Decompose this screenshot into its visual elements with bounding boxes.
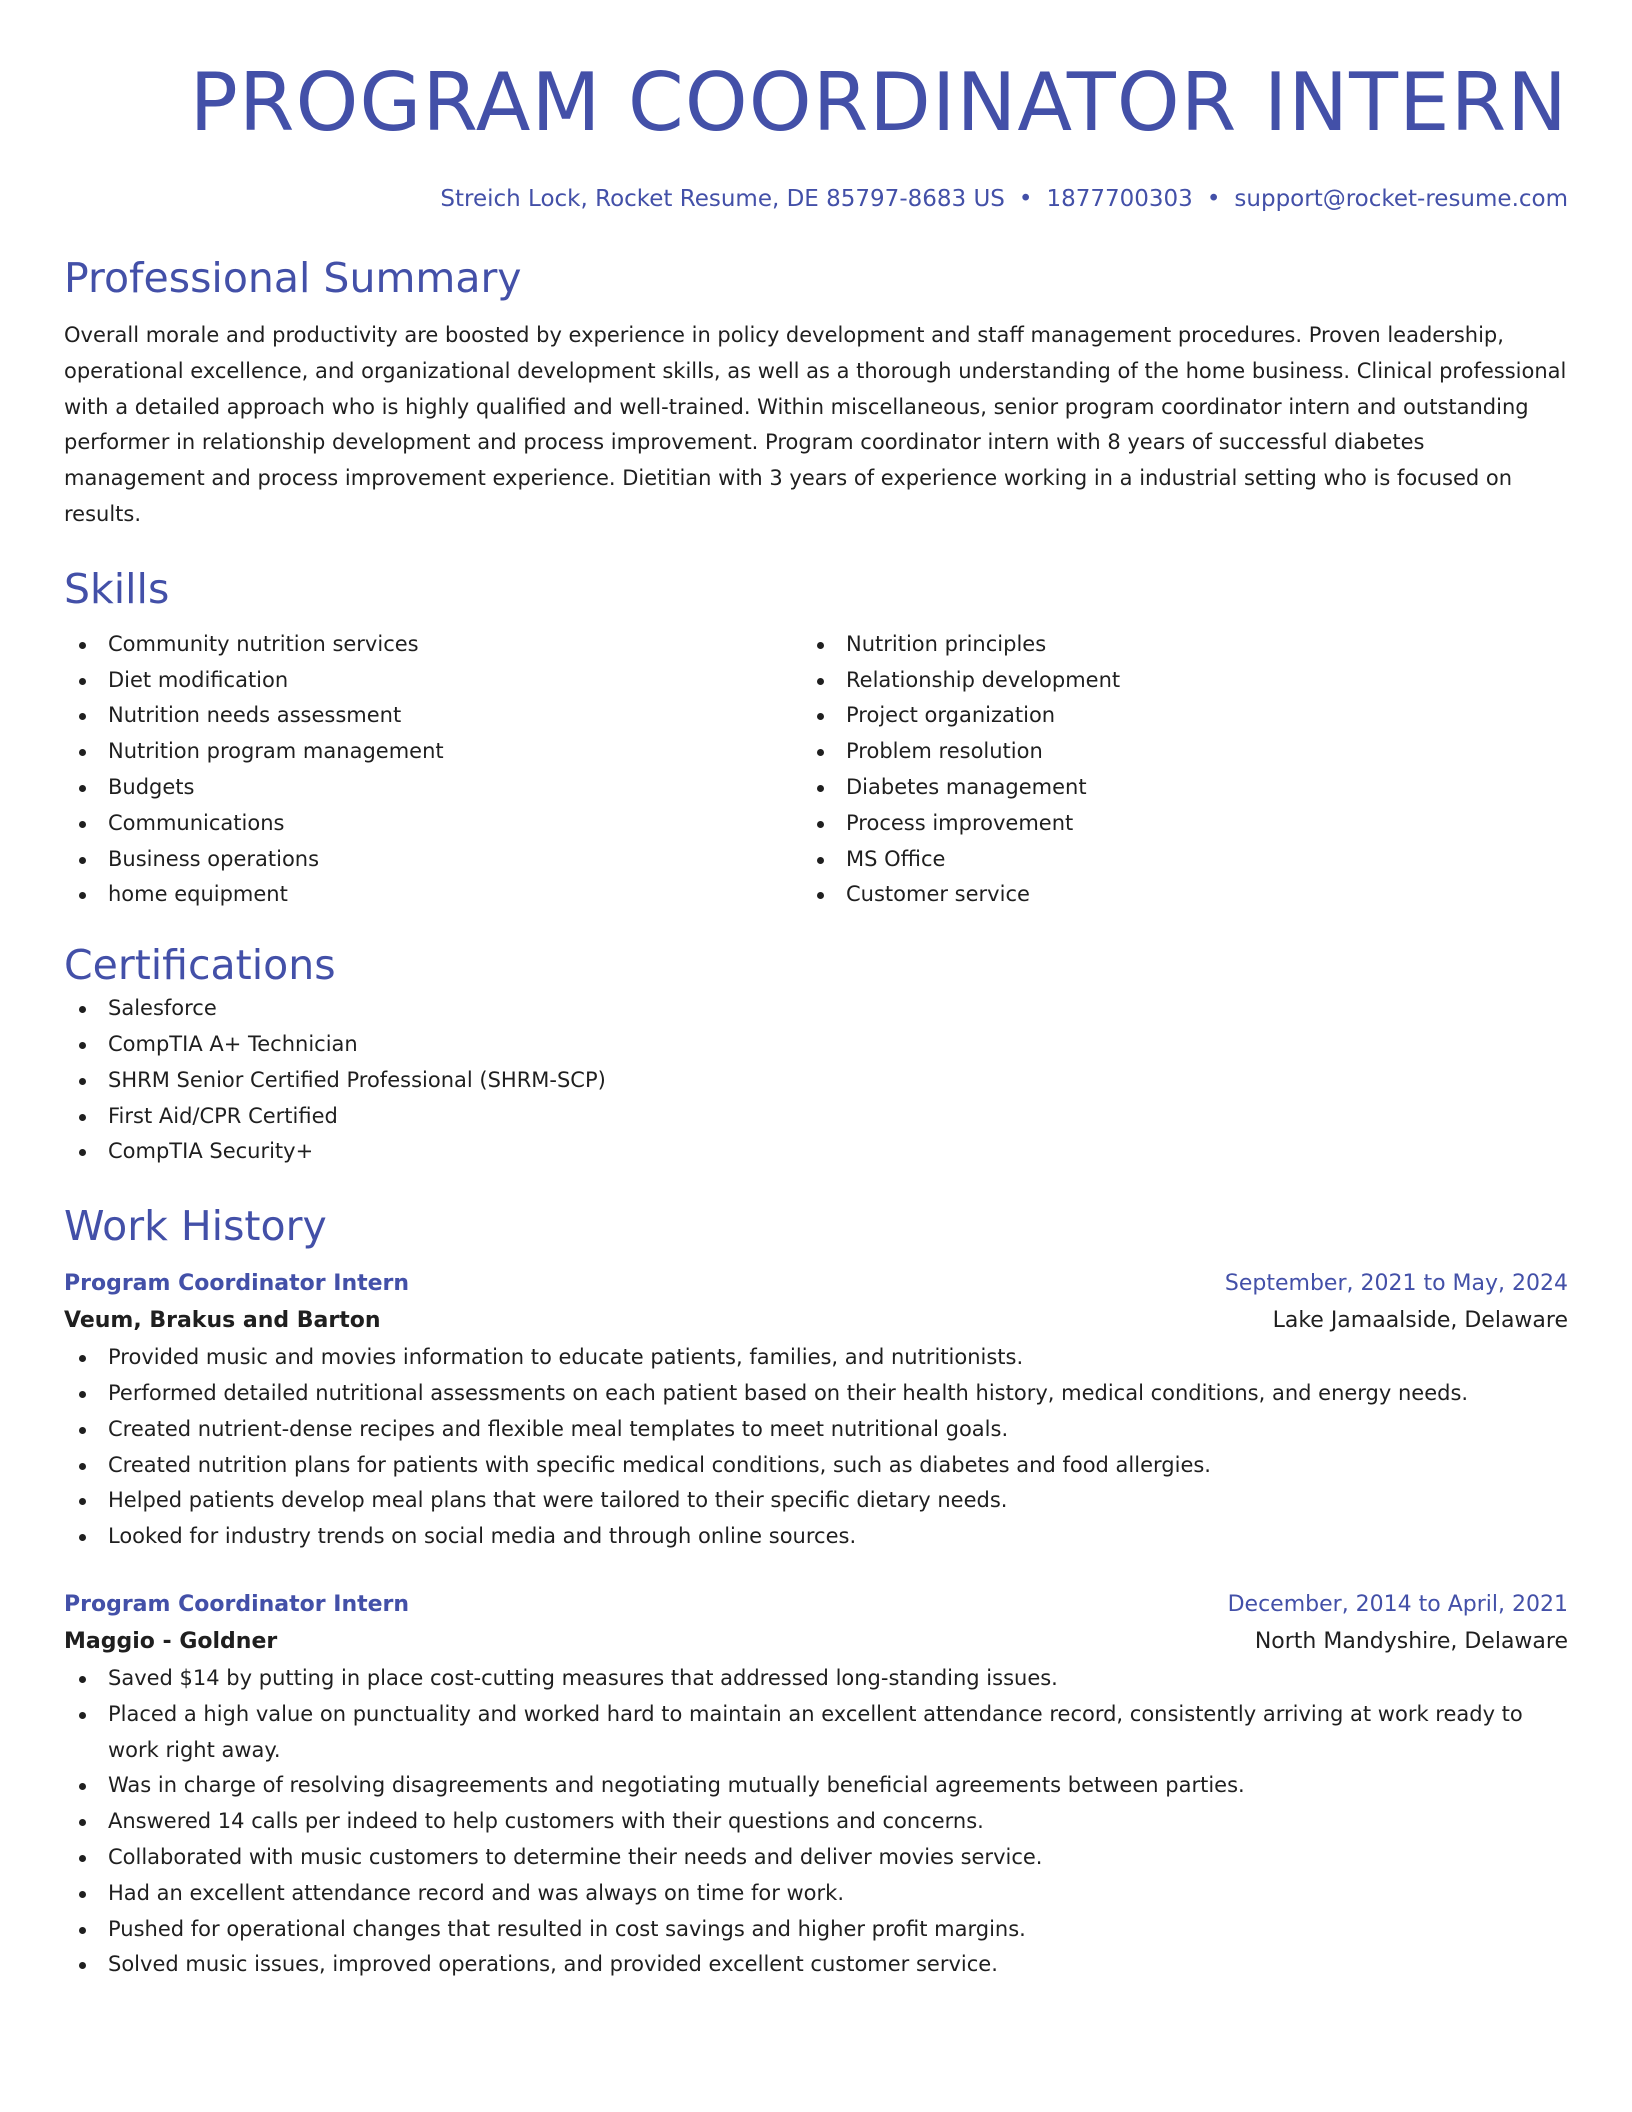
work-history-section: [64, 1200, 1568, 1983]
job-bullet: Had an excellent attendance record and was always on time for work.: [64, 1876, 1568, 1912]
job-dates: December, 2014 to April, 2021: [1227, 1591, 1568, 1617]
section-title: Professional Summary: [64, 254, 522, 302]
skill-item: Business operations: [64, 842, 802, 878]
skill-item: Nutrition program management: [64, 734, 802, 770]
skill-item: Project organization: [802, 698, 1540, 734]
skill-item: Problem resolution: [802, 734, 1540, 770]
section-title: Work History: [64, 1202, 327, 1251]
resume-header: [64, 48, 1568, 214]
job-bullet: Created nutrition plans for patients with specific medical conditions, such as diabetes and food allergies.: [64, 1448, 1568, 1484]
job-header-row: [64, 1587, 1568, 1623]
job-header-row: [64, 1266, 1568, 1302]
contact-address: Streich Lock, Rocket Resume, DE 85797-8683 US: [440, 186, 1005, 212]
skill-item: Nutrition needs assessment: [64, 698, 802, 734]
skills-left-list: [64, 627, 802, 913]
skill-item: Communications: [64, 806, 802, 842]
job-bullet: Provided music and movies information to educate patients, families, and nutritionists.: [64, 1340, 1568, 1376]
skill-item: Nutrition principles: [802, 627, 1540, 663]
skills-grid: [64, 627, 1568, 913]
skill-item: Process improvement: [802, 806, 1540, 842]
job-title: Program Coordinator Intern: [64, 1591, 410, 1617]
certification-item: Salesforce: [64, 991, 1568, 1027]
certification-item: SHRM Senior Certified Professional (SHRM-SCP): [64, 1063, 1568, 1099]
skill-item: Budgets: [64, 770, 802, 806]
job-bullet: Placed a high value on punctuality and worked hard to maintain an excellent attendance record, consistently arriving at work ready to work right away.: [64, 1697, 1568, 1769]
summary-section: [64, 252, 1568, 533]
job-bullet-list: [64, 1661, 1568, 1983]
job-entry: [64, 1587, 1568, 1983]
job-company: Maggio - Goldner: [64, 1628, 278, 1654]
job-company-row: [64, 1302, 1568, 1340]
certification-item: First Aid/CPR Certified: [64, 1099, 1568, 1135]
job-title: Program Coordinator Intern: [64, 1271, 410, 1297]
skill-item: Relationship development: [802, 663, 1540, 699]
job-entry: [64, 1266, 1568, 1555]
section-title: Certifications: [64, 941, 336, 990]
job-bullet: Pushed for operational changes that resulted in cost savings and higher profit margins.: [64, 1912, 1568, 1948]
job-company: Veum, Brakus and Barton: [64, 1308, 381, 1334]
job-bullet: Answered 14 calls per indeed to help customers with their questions and concerns.: [64, 1804, 1568, 1840]
job-company-row: [64, 1623, 1568, 1661]
certifications-section: [64, 939, 1568, 1170]
skill-item: Community nutrition services: [64, 627, 802, 663]
skill-item: Diabetes management: [802, 770, 1540, 806]
job-bullet: Was in charge of resolving disagreements and negotiating mutually beneficial agreements between parties.: [64, 1768, 1568, 1804]
skills-right-list: [802, 627, 1540, 913]
skill-item: home equipment: [64, 877, 802, 913]
job-bullet: Solved music issues, improved operations, and provided excellent customer service.: [64, 1947, 1568, 1983]
certifications-list: [64, 991, 1568, 1170]
skill-item: Diet modification: [64, 663, 802, 699]
certification-item: CompTIA Security+: [64, 1134, 1568, 1170]
contact-line: [64, 184, 1568, 214]
contact-phone[interactable]: 1877700303: [1046, 186, 1193, 212]
job-dates: September, 2021 to May, 2024: [1224, 1271, 1568, 1297]
job-bullet: Collaborated with music customers to determine their needs and deliver movies service.: [64, 1840, 1568, 1876]
job-location: North Mandyshire, Delaware: [1254, 1628, 1568, 1654]
skills-section: [64, 563, 1568, 913]
job-location: Lake Jamaalside, Delaware: [1272, 1308, 1568, 1334]
summary-text: Overall morale and productivity are boosted by experience in policy development and staff management procedures. Proven leadership, operational excellence, and organizational development skills, as well as a thorough understanding of the home business. Clinical professional with a detailed approach who is highly qualified and well-trained. Within miscellaneous, senior program coordinator intern and outstanding performer in relationship development and process improvement. Program coordinator intern with 8 years of successful diabetes management and process improvement experience. Dietitian with 3 years of experience working in a industrial setting who is focused on results.: [64, 323, 1567, 526]
contact-separator: •: [1206, 186, 1221, 212]
job-bullet: Looked for industry trends on social media and through online sources.: [64, 1519, 1568, 1555]
job-bullet: Performed detailed nutritional assessments on each patient based on their health history, medical conditions, and energy needs.: [64, 1376, 1568, 1412]
section-title: Skills: [64, 564, 170, 613]
skill-item: Customer service: [802, 877, 1540, 913]
job-bullet: Saved $14 by putting in place cost-cutting measures that addressed long-standing issues.: [64, 1661, 1568, 1697]
skill-item: MS Office: [802, 842, 1540, 878]
contact-separator: •: [1018, 186, 1033, 212]
contact-email[interactable]: support@rocket-resume.com: [1234, 186, 1568, 212]
certification-item: CompTIA A+ Technician: [64, 1027, 1568, 1063]
job-bullet: Helped patients develop meal plans that were tailored to their specific dietary needs.: [64, 1483, 1568, 1519]
job-bullet: Created nutrient-dense recipes and flexible meal templates to meet nutritional goals.: [64, 1412, 1568, 1448]
candidate-name: PROGRAM COORDINATOR INTERN: [189, 56, 1568, 149]
job-bullet-list: [64, 1340, 1568, 1555]
